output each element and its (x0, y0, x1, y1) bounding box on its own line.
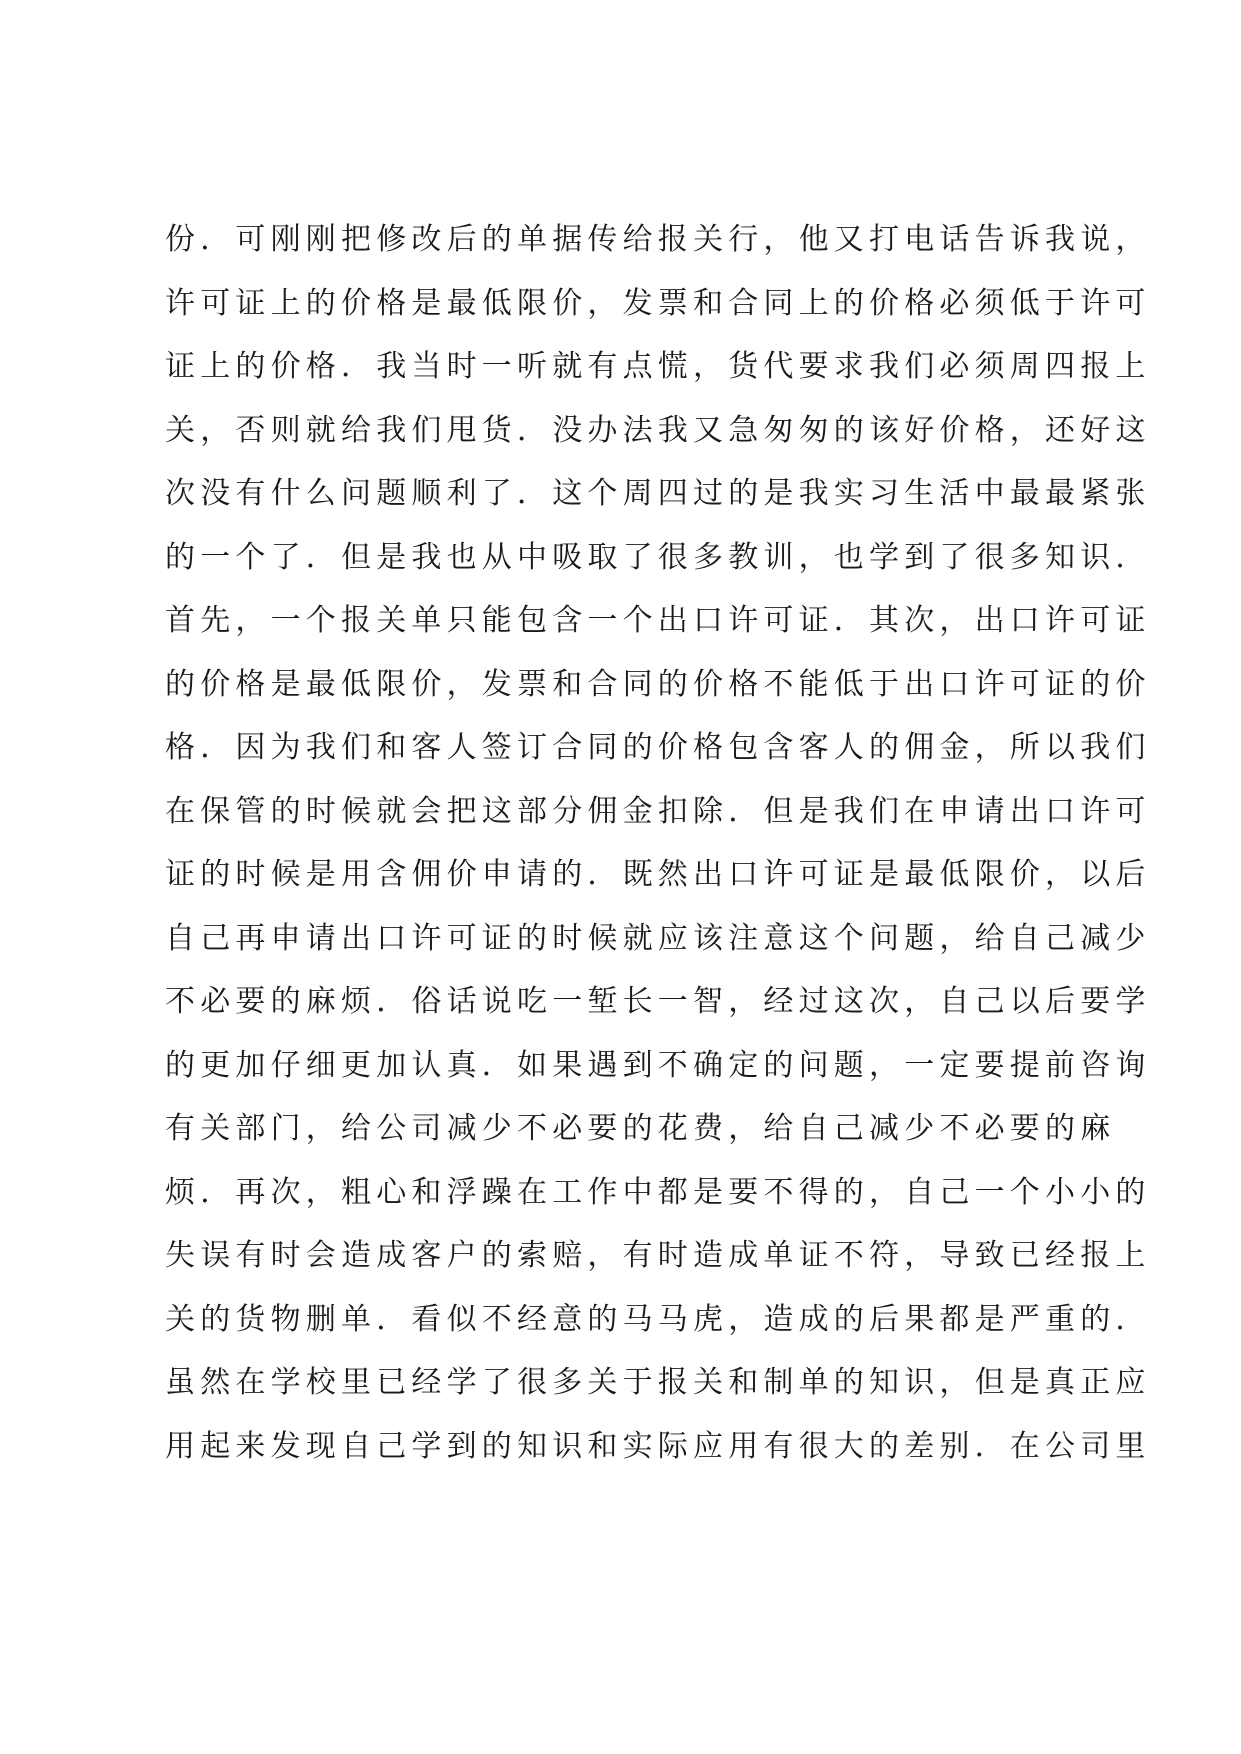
text-line: 证的时候是用含佣价申请的．既然出口许可证是最低限价，以后 (165, 857, 1151, 892)
text-line: 关的货物删单．看似不经意的马马虎，造成的后果都是严重的． (165, 1301, 1151, 1337)
text-line: 的价格是最低限价，发票和合同的价格不能低于出口许可证的价 (165, 666, 1151, 702)
text-line: 份．可刚刚把修改后的单据传给报关行，他又打电话告诉我说， (165, 222, 1151, 257)
text-line: 首先，一个报关单只能包含一个出口许可证．其次，出口许可证 (165, 603, 1151, 638)
text-line: 在保管的时候就会把这部分佣金扣除．但是我们在申请出口许可 (165, 793, 1151, 829)
text-line: 证上的价格．我当时一听就有点慌，货代要求我们必须周四报上 (165, 349, 1151, 384)
body-text (165, 208, 1151, 1478)
text-line: 的更加仔细更加认真．如果遇到不确定的问题，一定要提前咨询 (165, 1047, 1151, 1083)
text-line: 次没有什么问题顺利了．这个周四过的是我实习生活中最最紧张 (165, 476, 1151, 511)
text-line: 关，否则就给我们甩货．没办法我又急匆匆的该好价格，还好这 (165, 412, 1151, 448)
text-line: 的一个了．但是我也从中吸取了很多教训，也学到了很多知识． (165, 539, 1151, 575)
text-line: 失误有时会造成客户的索赔，有时造成单证不符，导致已经报上 (165, 1238, 1151, 1273)
text-line: 虽然在学校里已经学了很多关于报关和制单的知识，但是真正应 (165, 1365, 1151, 1400)
text-line: 不必要的麻烦．俗话说吃一堑长一智，经过这次，自己以后要学 (165, 984, 1151, 1019)
text-line: 格．因为我们和客人签订合同的价格包含客人的佣金，所以我们 (165, 730, 1151, 765)
text-line: 有关部门，给公司减少不必要的花费，给自己减少不必要的麻 (165, 1111, 1116, 1146)
text-line: 许可证上的价格是最低限价，发票和合同上的价格必须低于许可 (165, 285, 1151, 321)
text-line: 自己再申请出口许可证的时候就应该注意这个问题，给自己减少 (165, 920, 1151, 956)
text-line: 烦．再次，粗心和浮躁在工作中都是要不得的，自己一个小小的 (165, 1174, 1151, 1210)
text-line: 用起来发现自己学到的知识和实际应用有很大的差别．在公司里 (165, 1428, 1151, 1464)
